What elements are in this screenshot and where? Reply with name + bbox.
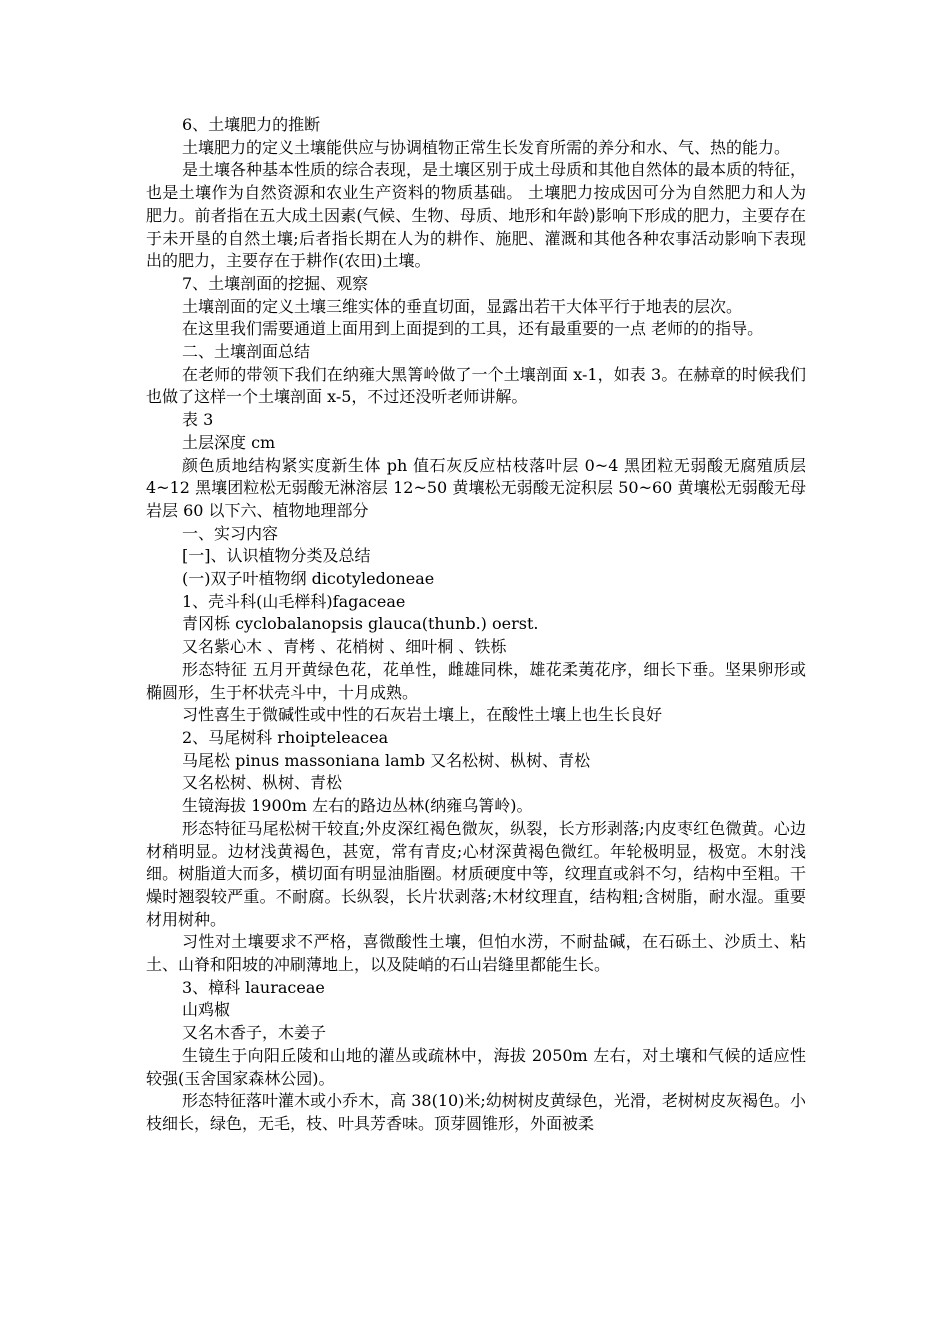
table-header-text: 土层深度 cm	[182, 432, 276, 452]
document-body	[146, 114, 806, 1136]
heading-soil-profile-dig: 7、土壤剖面的挖掘、观察	[182, 273, 369, 293]
heading-soil-fertility: 6、土壤肥力的推断	[182, 115, 321, 134]
paragraph: 在这里我们需要通道上面用到上面提到的工具，还有最重要的一点 老师的的指导。	[182, 319, 764, 339]
paragraph: 又名木香子，木姜子	[182, 1023, 327, 1043]
paragraph: 又名紫心木 、青栲 、花梢树 、细叶桐 、铁栎	[182, 637, 507, 657]
heading-plant-classification: [一]、认识植物分类及总结	[182, 546, 371, 566]
paragraph: 在老师的带领下我们在纳雍大黑箐岭做了一个土壤剖面 x-1，如表 3。在赫章的时候我们也做了这样一个土壤剖面 x-5，不过还没听老师讲解。	[146, 364, 806, 407]
paragraph: 形态特征马尾松树干较直;外皮深红褐色微灰，纵裂，长方形剥落;内皮枣红色微黄。心边材稍明显。边材浅黄褐色，甚宽，常有青皮;心材深黄褐色微红。年轮极明显，极宽。木射浅细。树脂道大而多，横切面有明显油脂圈。材质硬度中等，纹理直或斜不匀，结构中至粗。干燥时翘裂较严重。不耐腐。长纵裂，长片状剥落;木材纹理直，结构粗;含树脂，耐水湿。重要材用树种。	[146, 818, 806, 929]
heading-lauraceae: 3、樟科 lauraceae	[182, 977, 325, 997]
paragraph: 生镜生于向阳丘陵和山地的灌丛或疏林中，海拔 2050m 左右，对土壤和气候的适应性较强(玉舍国家森林公园)。	[146, 1045, 806, 1088]
species-name: 青冈栎 cyclobalanopsis glauca(thunb.) oerst.	[182, 614, 539, 634]
paragraph: 习性喜生于微碱性或中性的石灰岩土壤上，在酸性土壤上也生长良好	[182, 705, 663, 725]
heading-dicotyledoneae: (一)双子叶植物纲 dicotyledoneae	[182, 569, 435, 589]
heading-fagaceae: 1、壳斗科(山毛榉科)fagaceae	[182, 591, 406, 611]
paragraph: 形态特征落叶灌木或小乔木，高 38(10)米;幼树树皮黄绿色，光滑，老树树皮灰褐色。小枝细长，绿色，无毛，枝、叶具芳香味。顶芽圆锥形，外面被柔	[146, 1091, 806, 1133]
species-name: 马尾松 pinus massoniana lamb 又名松树、枞树、青松	[182, 750, 591, 770]
paragraph: 生镜海拔 1900m 左右的路边丛林(纳雍乌箐岭)。	[182, 796, 533, 816]
paragraph: 又名松树、枞树、青松	[182, 773, 343, 793]
paragraph: 土壤肥力的定义土壤能供应与协调植物正常生长发育所需的养分和水、气、热的能力。	[182, 137, 791, 157]
heading-soil-profile-summary: 二、土壤剖面总结	[182, 342, 311, 362]
paragraph: 形态特征 五月开黄绿色花，花单性，雌雄同株，雄花柔荑花序，细长下垂。坚果卵形或椭圆形，生于杯状壳斗中，十月成熟。	[146, 659, 806, 702]
paragraph: 是土壤各种基本性质的综合表现，是土壤区别于成土母质和其他自然体的最本质的特征，也是土壤作为自然资源和农业生产资料的物质基础。 土壤肥力按成因可分为自然肥力和人为肥力。前者指在五大成土因素(气候、生物、母质、地形和年龄)影响下形成的肥力，主要存在于未开垦的自然土壤;后者指长期在人为的耕作、施肥、灌溉和其他各种农事活动影响下表现出的肥力，主要存在于耕作(农田)土壤。	[146, 160, 807, 271]
table-content-text: 颜色质地结构紧实度新生体 ph 值石灰反应枯枝落叶层 0~4 黑团粒无弱酸无腐殖质层 4~12 黑壤团粒松无弱酸无淋溶层 12~50 黄壤松无弱酸无淀积层 50~60 黄壤松无弱酸无母岩层 60 以下六、植物地理部分	[146, 455, 806, 520]
heading-rhoipteleacea: 2、马尾树科 rhoipteleacea	[182, 727, 389, 747]
paragraph: 土壤剖面的定义土壤三维实体的垂直切面，显露出若干大体平行于地表的层次。	[182, 296, 743, 316]
paragraph: 习性对土壤要求不严格，喜微酸性土壤，但怕水涝，不耐盐碱，在石砾土、沙质土、粘土、山脊和阳坡的冲刷薄地上，以及陡峭的石山岩缝里都能生长。	[146, 932, 806, 975]
species-name: 山鸡椒	[182, 1000, 231, 1020]
table-caption: 表 3	[182, 410, 214, 430]
heading-practice-content: 一、实习内容	[182, 523, 279, 543]
